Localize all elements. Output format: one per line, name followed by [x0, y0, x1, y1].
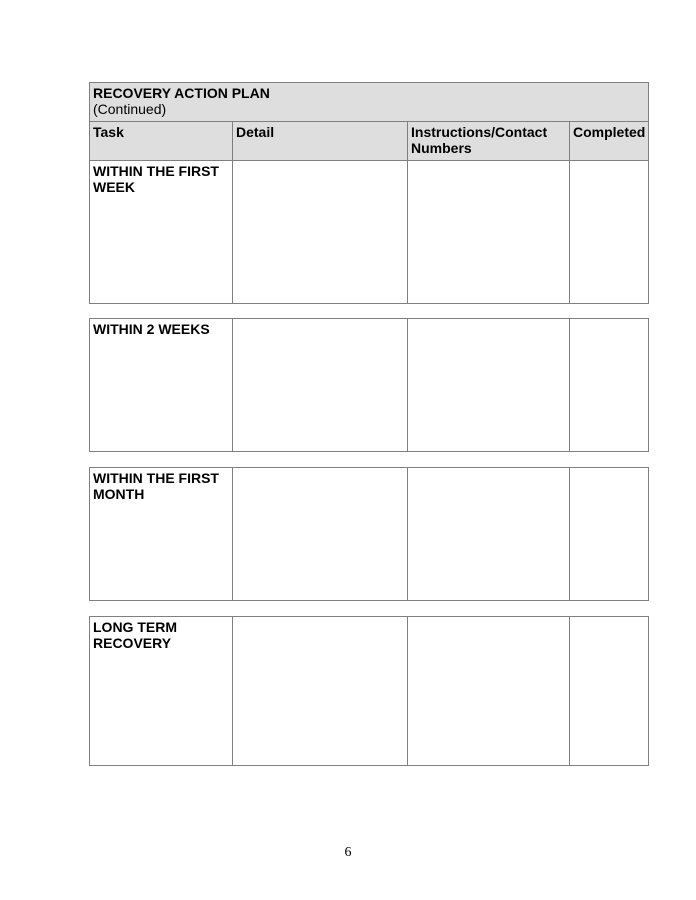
detail-cell-2-weeks[interactable]	[233, 319, 408, 452]
instructions-cell-first-week[interactable]	[408, 161, 570, 304]
instructions-cell-2-weeks[interactable]	[408, 319, 570, 452]
instructions-cell-first-month[interactable]	[408, 468, 570, 601]
completed-cell-2-weeks[interactable]	[570, 319, 649, 452]
header-detail: Detail	[233, 122, 408, 161]
detail-cell-long-term[interactable]	[233, 617, 408, 766]
recovery-plan-table-first-month	[89, 467, 649, 601]
task-first-week: WITHIN THE FIRST WEEK	[90, 161, 233, 304]
plan-title: RECOVERY ACTION PLAN	[93, 85, 270, 101]
instructions-cell-long-term[interactable]	[408, 617, 570, 766]
task-long-term: LONG TERM RECOVERY	[90, 617, 233, 766]
plan-title-cell	[90, 83, 649, 122]
task-2-weeks: WITHIN 2 WEEKS	[90, 319, 233, 452]
detail-cell-first-week[interactable]	[233, 161, 408, 304]
completed-cell-first-month[interactable]	[570, 468, 649, 601]
completed-cell-first-week[interactable]	[570, 161, 649, 304]
recovery-plan-table-2-weeks	[89, 318, 649, 452]
plan-subtitle: (Continued)	[93, 101, 167, 117]
page-number: 6	[344, 845, 352, 860]
header-instructions: Instructions/Contact Numbers	[408, 122, 570, 161]
header-task: Task	[90, 122, 233, 161]
recovery-plan-table-long-term	[89, 616, 649, 766]
completed-cell-long-term[interactable]	[570, 617, 649, 766]
detail-cell-first-month[interactable]	[233, 468, 408, 601]
header-completed: Completed	[570, 122, 649, 161]
recovery-plan-table-first-week	[89, 82, 649, 304]
task-first-month: WITHIN THE FIRST MONTH	[90, 468, 233, 601]
